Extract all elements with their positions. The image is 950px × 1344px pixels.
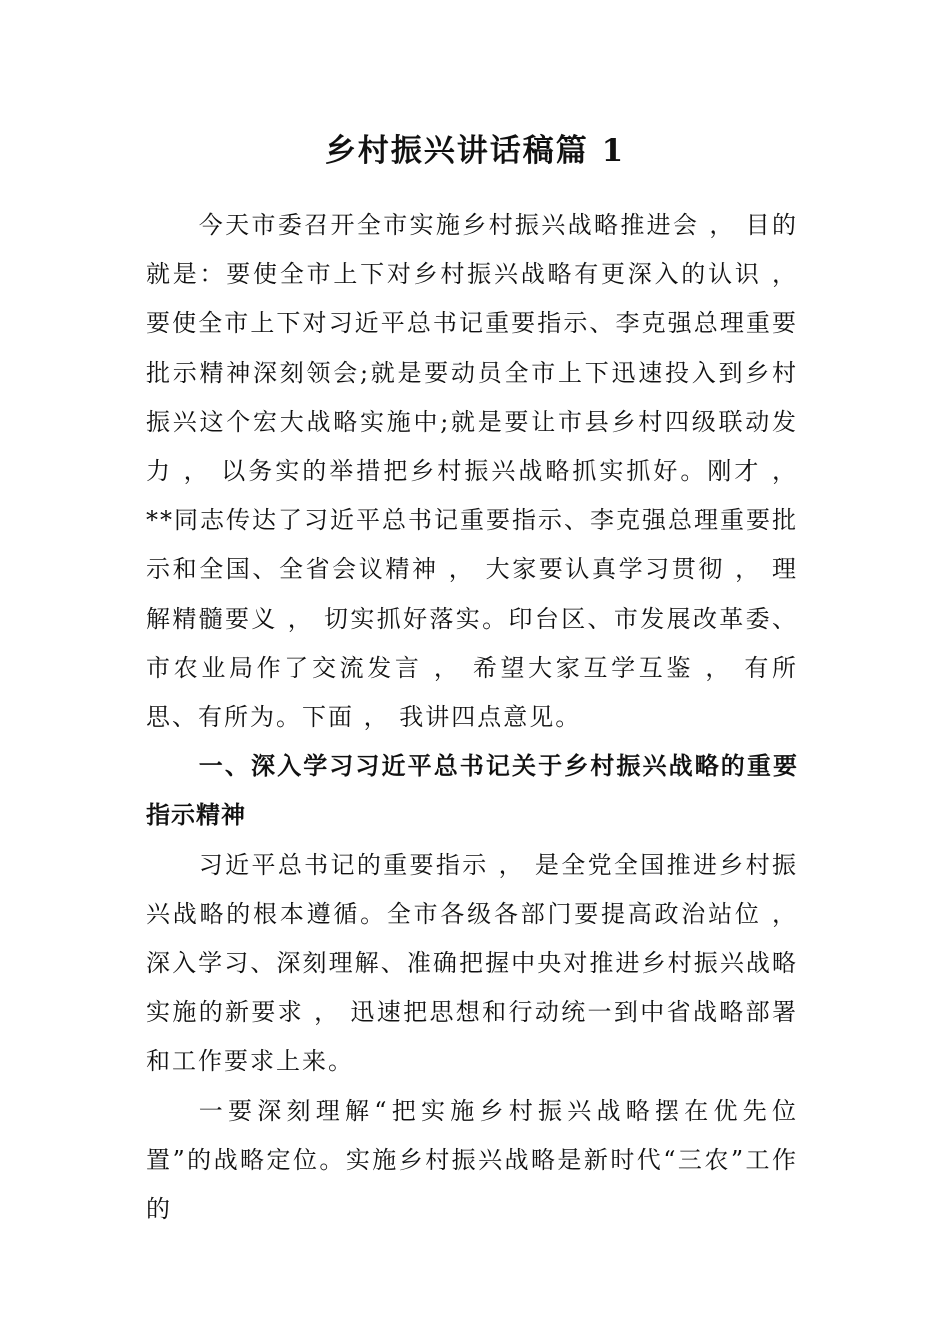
document-title: 乡村振兴讲话稿篇 1 — [324, 133, 626, 169]
document-body — [146, 201, 798, 1234]
paragraph-point-1: 一要深刻理解“把实施乡村振兴战略摆在优先位置”的战略定位。实施乡村振兴战略是新时代“三农”工作的 — [146, 1096, 798, 1224]
paragraph-intro: 今天市委召开全市实施乡村振兴战略推进会 ， 目的就是：要使全市上下对乡村振兴战略有更深入的认识 ，要使全市上下对习近平总书记重要指示、李克强总理重要批示精神深刻领会;就是要动员全市上下迅速投入到乡村振兴这个宏大战略实施中;就是要让市县乡村四级联动发力 ， 以务实的举措把乡村振兴战略抓实抓好。刚才 ， **同志传达了习近平总书记重要指示、李克强总理重要批示和全国、全省会议精神 ， 大家要认真学习贯彻 ， 理解精髓要义 ， 切实抓好落实。印台区、市发展改革委、市农业局作了交流发言 ， 希望大家互学互鉴 ， 有所思、有所为。下面 ， 我讲四点意见。 — [146, 211, 798, 732]
paragraph-section-1: 习近平总书记的重要指示 ， 是全党全国推进乡村振兴战略的根本遵循。全市各级各部门要提高政治站位 ，深入学习、深刻理解、准确把握中央对推进乡村振兴战略实施的新要求 ， 迅速把思想和行动统一到中省战略部署和工作要求上来。 — [146, 850, 798, 1076]
section-heading-1: 一、深入学习习近平总书记关于乡村振兴战略的重要指示精神 — [146, 752, 798, 830]
